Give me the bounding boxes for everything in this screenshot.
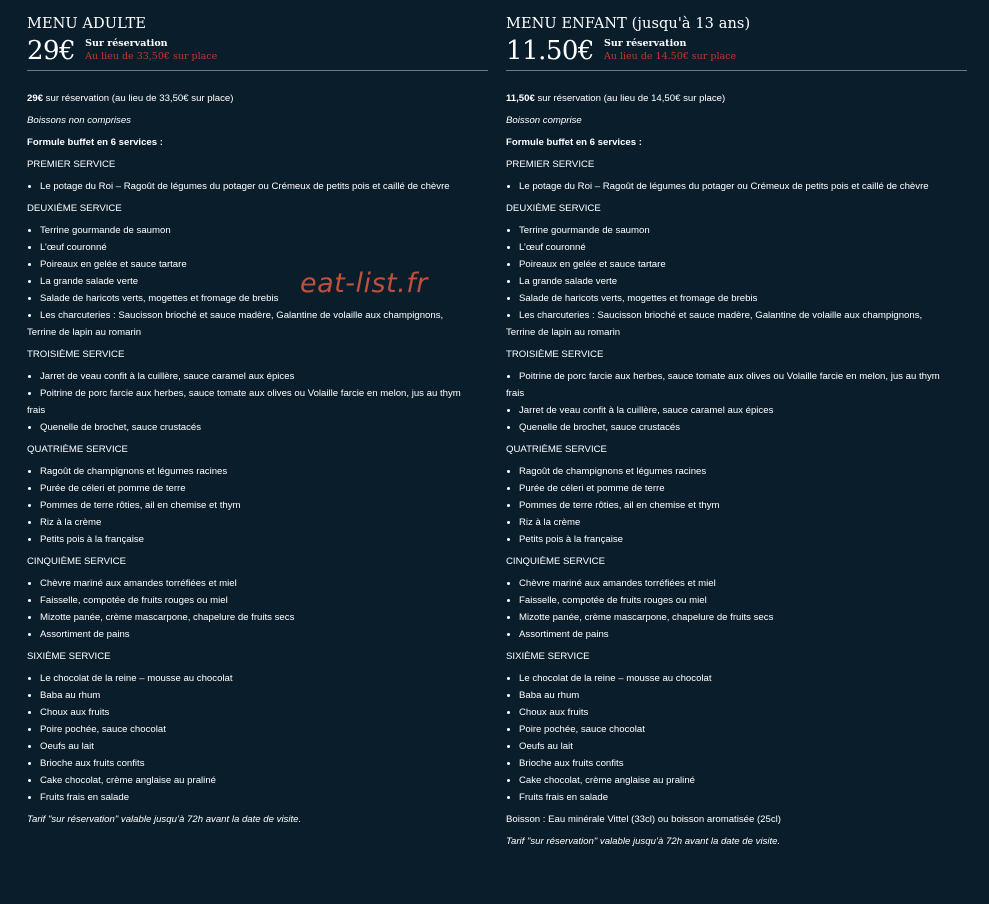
section-list <box>27 463 488 548</box>
list-item <box>506 307 967 341</box>
section-title: PREMIER SERVICE <box>27 159 116 170</box>
list-item: Chèvre mariné aux amandes torréfiées et miel <box>27 575 488 592</box>
list-item-continuation: Terrine de lapin au romarin <box>506 327 621 338</box>
section-list <box>506 222 967 341</box>
drink-line: Boisson : Eau minérale Vittel (33cl) ou boisson aromatisée (25cl) <box>506 814 781 825</box>
list-item-text: Les charcuteries : Saucisson brioché et sauce madère, Galantine de volaille aux champignons, <box>519 310 923 321</box>
list-item: Cake chocolat, crème anglaise au praliné <box>27 772 488 789</box>
list-item: Riz à la crème <box>506 514 967 531</box>
menu-price: 11.50€ <box>506 36 594 66</box>
section-title: SIXIÈME SERVICE <box>27 651 111 662</box>
list-item: Poire pochée, sauce chocolat <box>27 721 488 738</box>
section-list <box>27 575 488 643</box>
section-title: CINQUIÈME SERVICE <box>506 556 605 567</box>
menu-title: MENU ENFANT (jusqu'à 13 ans) <box>506 16 751 32</box>
list-item: Le chocolat de la reine – mousse au chocolat <box>506 670 967 687</box>
section-title: DEUXIÈME SERVICE <box>506 203 601 214</box>
price-notes <box>604 38 736 64</box>
list-item-continuation: Terrine de lapin au romarin <box>27 327 142 338</box>
intro-line <box>506 90 967 107</box>
list-item: Poire pochée, sauce chocolat <box>506 721 967 738</box>
list-item <box>27 307 488 341</box>
list-item: L’œuf couronné <box>506 239 967 256</box>
child-menu <box>506 0 967 855</box>
list-item: Ragoût de champignons et légumes racines <box>27 463 488 480</box>
list-item: Pommes de terre rôties, ail en chemise et thym <box>27 497 488 514</box>
section-list <box>506 670 967 806</box>
list-item: Purée de céleri et pomme de terre <box>27 480 488 497</box>
list-item: La grande salade verte <box>506 273 967 290</box>
list-item: Le potage du Roi – Ragoût de légumes du potager ou Crémeux de petits pois et caillé de chèvre <box>27 178 488 195</box>
menu-body <box>506 90 967 850</box>
section-title: PREMIER SERVICE <box>506 159 595 170</box>
drinks-note: Boisson comprise <box>506 115 582 126</box>
onsite-price-note: Au lieu de 14.50€ sur place <box>603 51 737 62</box>
list-item: Petits pois à la française <box>27 531 488 548</box>
section-title: SIXIÈME SERVICE <box>506 651 590 662</box>
list-item <box>27 385 488 419</box>
section-list <box>27 368 488 436</box>
list-item: Fruits frais en salade <box>27 789 488 806</box>
list-item: Cake chocolat, crème anglaise au praliné <box>506 772 967 789</box>
list-item: Assortiment de pains <box>27 626 488 643</box>
list-item: Oeufs au lait <box>27 738 488 755</box>
list-item-text: Poitrine de porc farcie aux herbes, sauce tomate aux olives ou Volaille farcie en melon, jus au thym <box>519 371 940 382</box>
section-list <box>27 178 488 195</box>
section-title: TROISIÈME SERVICE <box>27 349 125 360</box>
list-item: Terrine gourmande de saumon <box>27 222 488 239</box>
footer-note: Tarif "sur réservation" valable jusqu’à 72h avant la date de visite. <box>27 814 302 825</box>
drinks-note: Boissons non comprises <box>27 115 131 126</box>
list-item: Fruits frais en salade <box>506 789 967 806</box>
list-item: Terrine gourmande de saumon <box>506 222 967 239</box>
list-item <box>506 368 967 402</box>
list-item: Choux aux fruits <box>27 704 488 721</box>
list-item: Jarret de veau confit à la cuillère, sauce caramel aux épices <box>27 368 488 385</box>
reservation-note: Sur réservation <box>603 38 687 49</box>
list-item: Pommes de terre rôties, ail en chemise et thym <box>506 497 967 514</box>
list-item: Poireaux en gelée et sauce tartare <box>27 256 488 273</box>
list-item: Poireaux en gelée et sauce tartare <box>506 256 967 273</box>
section-title: QUATRIÈME SERVICE <box>27 444 128 455</box>
section-title: TROISIÈME SERVICE <box>506 349 604 360</box>
list-item: Purée de céleri et pomme de terre <box>506 480 967 497</box>
list-item: Petits pois à la française <box>506 531 967 548</box>
footer-note: Tarif "sur réservation" valable jusqu’à 72h avant la date de visite. <box>506 836 781 847</box>
menu-title: MENU ADULTE <box>27 16 147 32</box>
intro-text: sur réservation (au lieu de 33,50€ sur place) <box>43 93 234 104</box>
list-item: Brioche aux fruits confits <box>506 755 967 772</box>
list-item: Jarret de veau confit à la cuillère, sauce caramel aux épices <box>506 402 967 419</box>
list-item: Le chocolat de la reine – mousse au chocolat <box>27 670 488 687</box>
price-row <box>27 35 488 69</box>
intro-price: 11,50€ <box>506 93 535 104</box>
list-item: Ragoût de champignons et légumes racines <box>506 463 967 480</box>
list-item: Oeufs au lait <box>506 738 967 755</box>
section-title: DEUXIÈME SERVICE <box>27 203 122 214</box>
list-item: Baba au rhum <box>506 687 967 704</box>
section-list <box>506 368 967 436</box>
section-title: CINQUIÈME SERVICE <box>27 556 126 567</box>
list-item: Le potage du Roi – Ragoût de légumes du potager ou Crémeux de petits pois et caillé de chèvre <box>506 178 967 195</box>
section-list <box>27 670 488 806</box>
list-item: Faisselle, compotée de fruits rouges ou miel <box>506 592 967 609</box>
section-title: QUATRIÈME SERVICE <box>506 444 607 455</box>
menu-body <box>27 90 488 828</box>
list-item: La grande salade verte <box>27 273 488 290</box>
price-notes <box>85 38 217 64</box>
list-item: Mizotte panée, crème mascarpone, chapelure de fruits secs <box>506 609 967 626</box>
menu-price: 29€ <box>27 36 76 66</box>
intro-line <box>27 90 488 107</box>
list-item: Brioche aux fruits confits <box>27 755 488 772</box>
list-item: Quenelle de brochet, sauce crustacés <box>506 419 967 436</box>
list-item: L’œuf couronné <box>27 239 488 256</box>
list-item: Chèvre mariné aux amandes torréfiées et miel <box>506 575 967 592</box>
list-item: Mizotte panée, crème mascarpone, chapelure de fruits secs <box>27 609 488 626</box>
section-list <box>506 575 967 643</box>
list-item: Faisselle, compotée de fruits rouges ou miel <box>27 592 488 609</box>
list-item-text: Les charcuteries : Saucisson brioché et sauce madère, Galantine de volaille aux champignons, <box>40 310 444 321</box>
list-item: Choux aux fruits <box>506 704 967 721</box>
list-item: Quenelle de brochet, sauce crustacés <box>27 419 488 436</box>
formula-line: Formule buffet en 6 services : <box>506 137 642 148</box>
intro-text: sur réservation (au lieu de 14,50€ sur place) <box>534 93 726 104</box>
divider <box>506 70 967 71</box>
list-item: Salade de haricots verts, mogettes et fromage de brebis <box>506 290 967 307</box>
divider <box>27 70 488 71</box>
watermark: eat-list.fr <box>300 268 428 299</box>
list-item-continuation: frais <box>27 405 46 416</box>
onsite-price-note: Au lieu de 33,50€ sur place <box>85 51 218 62</box>
adult-menu <box>27 0 488 833</box>
list-item: Assortiment de pains <box>506 626 967 643</box>
list-item: Salade de haricots verts, mogettes et fromage de brebis <box>27 290 488 307</box>
intro-price: 29€ <box>27 93 44 104</box>
reservation-note: Sur réservation <box>85 38 168 49</box>
formula-line: Formule buffet en 6 services : <box>27 137 163 148</box>
section-list <box>506 463 967 548</box>
price-row <box>506 35 967 69</box>
list-item-continuation: frais <box>506 388 525 399</box>
list-item: Baba au rhum <box>27 687 488 704</box>
list-item-text: Poitrine de porc farcie aux herbes, sauce tomate aux olives ou Volaille farcie en melon, jus au thym <box>40 388 461 399</box>
section-list <box>506 178 967 195</box>
list-item: Riz à la crème <box>27 514 488 531</box>
